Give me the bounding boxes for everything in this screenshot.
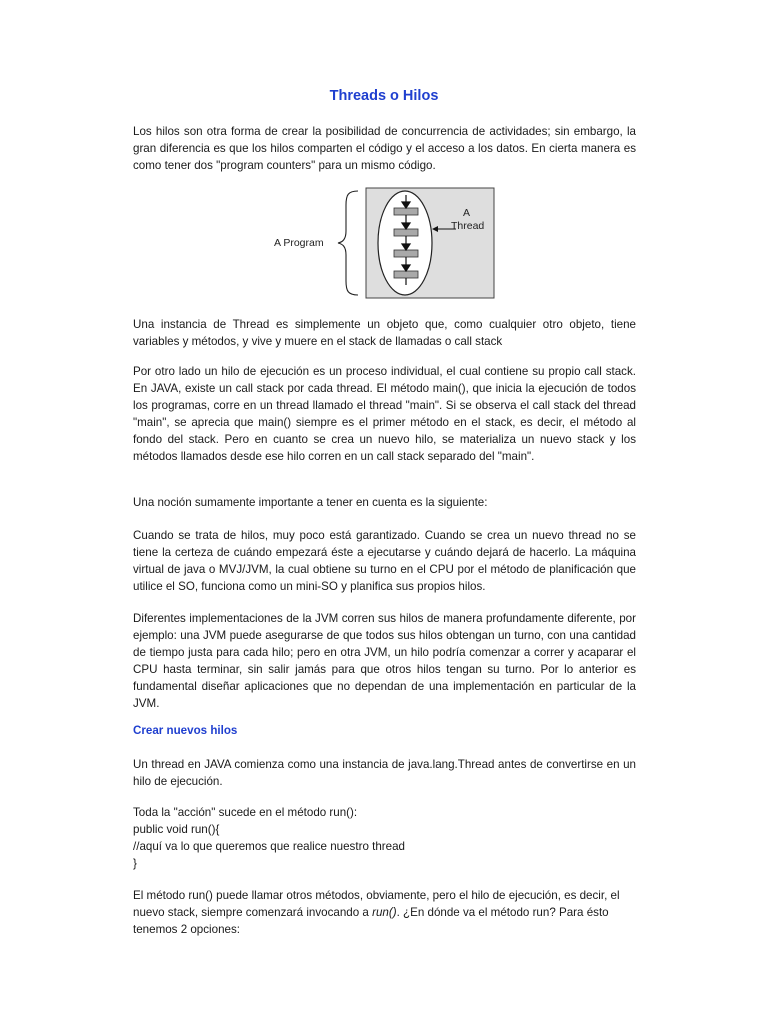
paragraph-thread-java: Un thread en JAVA comienza como una instancia de java.lang.Thread antes de convertirse en un hilo de ejecución. (133, 758, 636, 788)
page-title: Threads o Hilos (329, 88, 439, 104)
paragraph-garantizado: Cuando se trata de hilos, muy poco está garantizado. Cuando se crea un nuevo thread no se tiene la certeza de cuándo empezará éste a ejecutarse y cuándo dejará de hacerlo. La máquina virtual de java o MVJ/JVM, la cual obtiene su turno en el CPU por el método de planificación que utilice el SO, funciona como un mini-SO y planifica sus propios hilos. (133, 529, 636, 593)
thread-label-thread: Thread (451, 220, 485, 232)
paragraph-noción: Una noción sumamente importante a tener en cuenta es la siguiente: (133, 496, 488, 509)
thread-label-a: A (463, 207, 471, 219)
run-italic: run() (372, 906, 397, 919)
run-text-after: . ¿En dónde va el método run? Para ésto tenemos 2 opciones: (133, 906, 609, 936)
paragraph-implementaciones: Diferentes implementaciones de la JVM corren sus hilos de manera profundamente diferente, por ejemplo: una JVM puede asegurarse de que todos sus hilos obtengan un turno, con una cantidad de tiempo justa para cada hilo; pero en otra JVM, un hilo podría comenzar a correr y acaparar el CPU hasta terminar, sin salir jamás para que otros hilos tengan su turno. Por lo anterior es fundamental diseñar aplicaciones que no dependan de una implementación en particular de la JVM. (133, 612, 636, 710)
program-brace (338, 191, 358, 295)
code-line: public void run(){ (133, 823, 220, 836)
thread-diagram (268, 187, 496, 300)
paragraph-run-method (133, 887, 636, 938)
code-line: Toda la "acción" sucede en el método run(): (133, 806, 358, 819)
run-text-before: El método run() puede llamar otros métodos, obviamente, pero el hilo de ejecución, es decir, el nuevo stack, siempre comenzará invocando a (133, 889, 620, 919)
paragraph-intro: Los hilos son otra forma de crear la posibilidad de concurrencia de actividades; sin embargo, la gran diferencia es que los hilos comparten el código y el acceso a los datos. En cierta manera es como tener dos "program counters" para un mismo código. (133, 125, 636, 172)
code-line: //aquí va lo que queremos que realice nuestro thread (133, 840, 405, 853)
code-block (133, 804, 636, 872)
paragraph-call-stack: Por otro lado un hilo de ejecución es un proceso individual, el cual contiene su propio call stack. En JAVA, existe un call stack por cada thread. El método main(), que inicia la ejecución de todos los programas, corre en un thread llamado el thread "main". Si se observa el call stack del thread "main", se aprecia que main() siempre es el primer método en el stack, es decir, el método al fondo del stack. Pero en cuanto se crea un nuevo hilo, se materializa un nuevo stack y los métodos llamados desde ese hilo corren en un call stack separado del "main". (133, 365, 636, 463)
code-line: } (133, 857, 137, 870)
subheading-crear-hilos: Crear nuevos hilos (133, 724, 238, 737)
program-label: A Program (274, 237, 324, 249)
paragraph-instance: Una instancia de Thread es simplemente un objeto que, como cualquier otro objeto, tiene variables y métodos, y vive y muere en el stack de llamadas o call stack (133, 318, 636, 348)
